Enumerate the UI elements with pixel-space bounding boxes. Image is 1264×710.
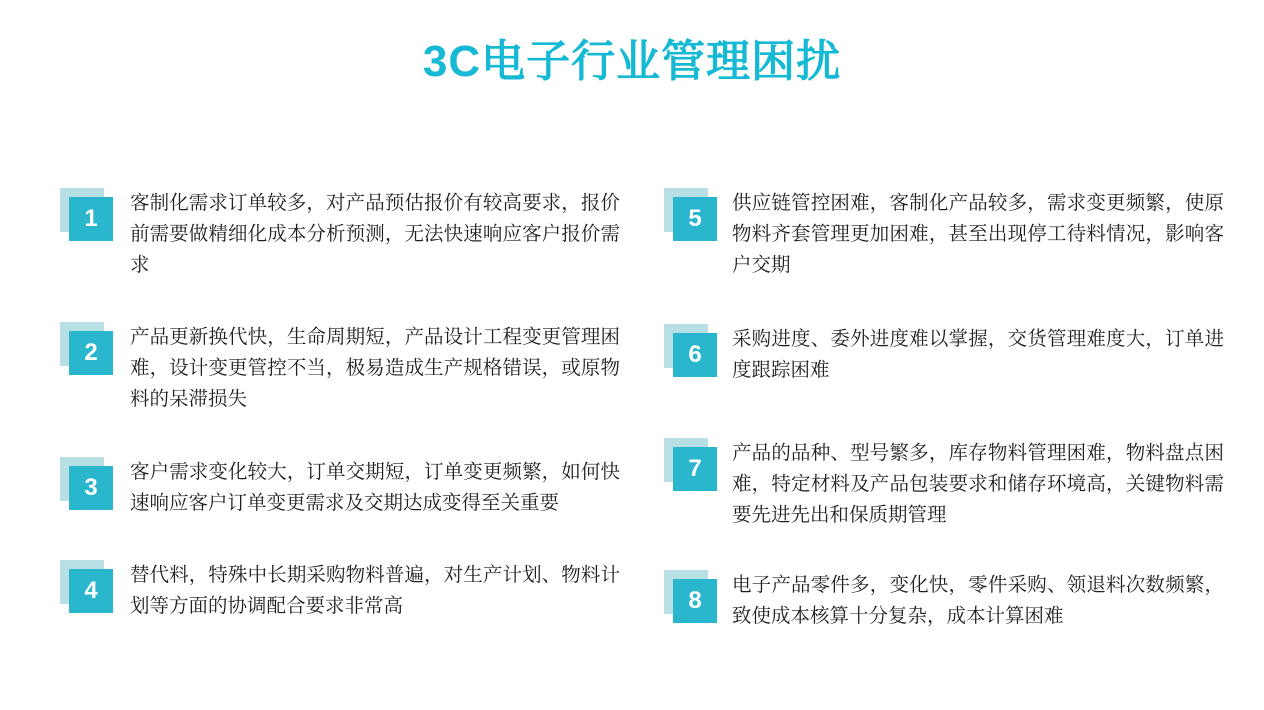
number-badge-wrap xyxy=(664,188,722,238)
number-badge-wrap xyxy=(60,188,118,238)
list-item-text: 替代料，特殊中长期采购物料普遍，对生产计划、物料计划等方面的协调配合要求非常高 xyxy=(130,564,620,618)
list-item xyxy=(60,186,620,280)
status-badge: 8 xyxy=(673,579,717,623)
status-badge: 7 xyxy=(673,447,717,491)
right-column xyxy=(664,186,1224,666)
status-badge: 4 xyxy=(69,569,113,613)
list-item xyxy=(664,436,1224,530)
list-item xyxy=(664,568,1224,632)
content-columns xyxy=(0,186,1264,666)
number-badge-wrap xyxy=(60,560,118,610)
list-item xyxy=(664,322,1224,386)
list-item xyxy=(664,186,1224,280)
status-badge: 6 xyxy=(673,333,717,377)
list-item xyxy=(60,558,620,622)
list-item xyxy=(60,320,620,414)
list-item-text: 产品的品种、型号繁多，库存物料管理困难，物料盘点困难，特定材料及产品包装要求和储存环境高，关键物料需要先进先出和保质期管理 xyxy=(732,441,1224,526)
list-item-text: 采购进度、委外进度难以掌握，交货管理难度大，订单进度跟踪困难 xyxy=(732,328,1224,382)
number-badge-wrap xyxy=(60,457,118,507)
number-badge-wrap xyxy=(664,438,722,488)
left-column xyxy=(60,186,620,666)
status-badge: 3 xyxy=(69,466,113,510)
number-badge-wrap xyxy=(664,570,722,620)
list-item-text: 产品更新换代快，生命周期短，产品设计工程变更管理困难，设计变更管控不当，极易造成生产规格错误，或原物料的呆滞损失 xyxy=(130,326,620,410)
status-badge: 1 xyxy=(69,197,113,241)
list-item-text: 电子产品零件多，变化快，零件采购、领退料次数频繁，致使成本核算十分复杂，成本计算困难 xyxy=(732,574,1224,628)
number-badge-wrap xyxy=(664,324,722,374)
number-badge-wrap xyxy=(60,322,118,372)
status-badge: 5 xyxy=(673,197,717,241)
status-badge: 2 xyxy=(69,331,113,375)
list-item-text: 供应链管控困难，客制化产品较多，需求变更频繁，使原物料齐套管理更加困难，甚至出现停工待料情况，影响客户交期 xyxy=(732,192,1224,276)
page-title: 3C电子行业管理困扰 xyxy=(422,37,842,86)
list-item xyxy=(60,455,620,519)
list-item-text: 客制化需求订单较多，对产品预估报价有较高要求，报价前需要做精细化成本分析预测，无法快速响应客户报价需求 xyxy=(130,192,620,276)
list-item-text: 客户需求变化较大，订单交期短，订单变更频繁，如何快速响应客户订单变更需求及交期达成变得至关重要 xyxy=(130,460,620,514)
